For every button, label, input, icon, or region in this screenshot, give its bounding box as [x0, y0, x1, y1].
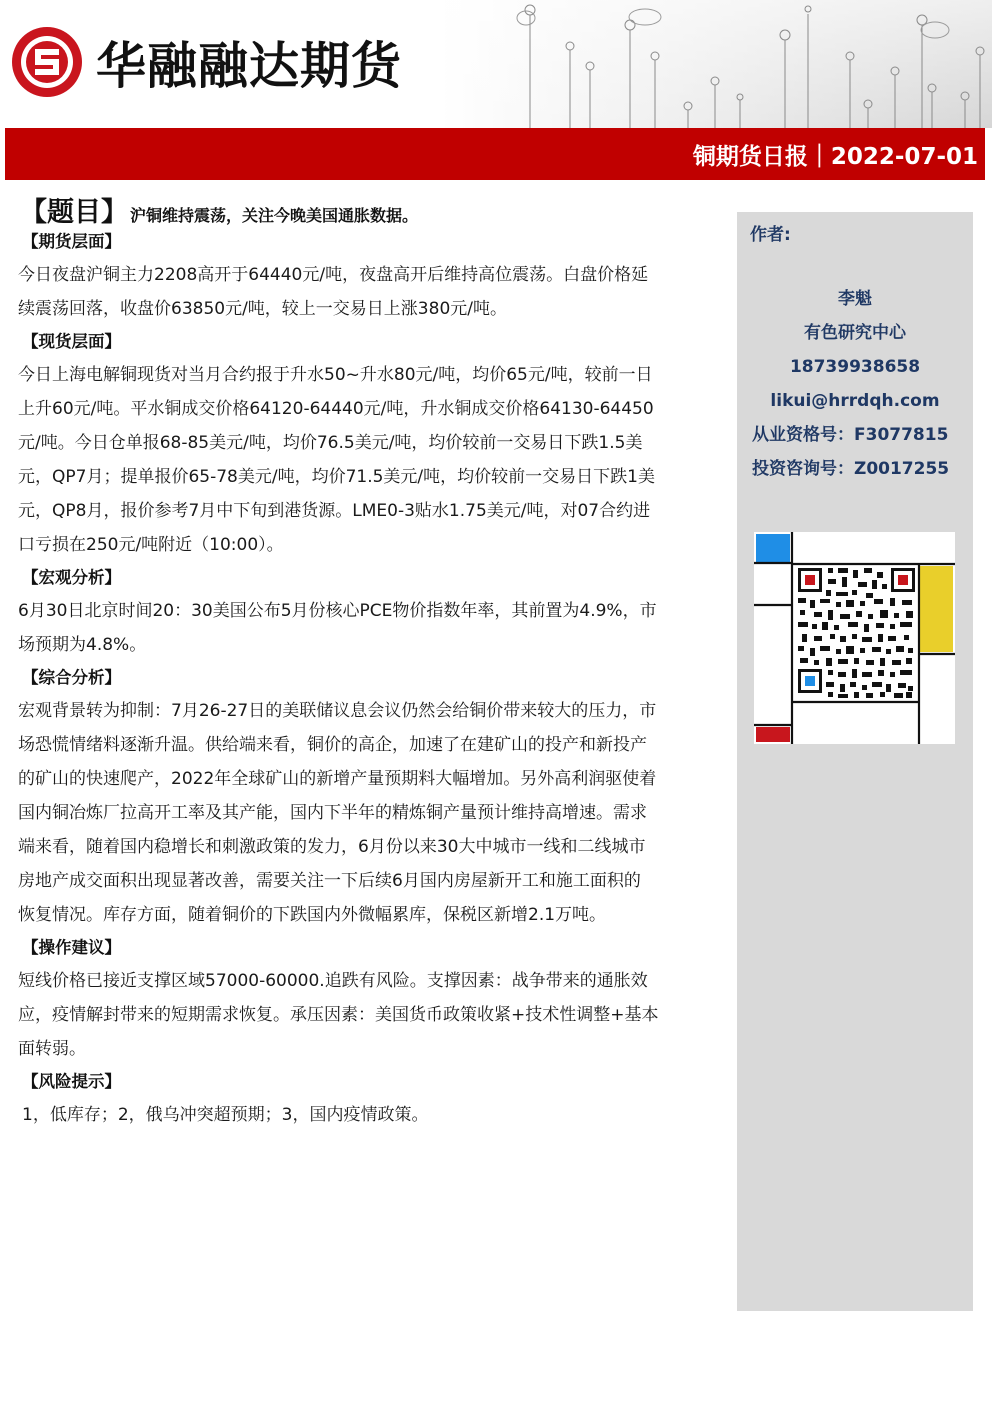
- section-advice: [18, 932, 726, 1066]
- text-line: 国内铜冶炼厂拉高开工率及其产能，国内下半年的精炼铜产量预计维持高增速。需求: [18, 803, 647, 823]
- section-risk: [18, 1066, 726, 1132]
- text-line: 宏观背景转为抑制：7月26-27日的美联储议息会议仍然会给铜价带来较大的压力，市: [18, 701, 657, 721]
- header-decoration: [440, 0, 992, 128]
- text-line: 场恐慌情绪料逐渐升温。供给端来看，铜价的高企，加速了在建矿山的投产和新投产: [18, 735, 647, 755]
- section-paragraph: [18, 258, 726, 326]
- text-line: 场预期为4.8%。: [18, 635, 147, 655]
- report-body: [18, 190, 726, 1132]
- text-line: 短线价格已接近支撑区域57000-60000.追跌有风险。支撑因素：战争带来的通胀效: [18, 971, 648, 991]
- section-heading: 【风险提示】: [22, 1072, 121, 1091]
- text-line: 面转弱。: [18, 1039, 86, 1059]
- section-spot: [18, 326, 726, 562]
- text-line: 房地产成交面积出现显著改善，需要关注一下后续6月国内房屋新开工和施工面积的: [18, 871, 641, 891]
- author-name: 李魁: [838, 289, 872, 309]
- section-paragraph: [18, 694, 726, 932]
- logo: [10, 22, 402, 102]
- report-title: 铜期货日报｜2022-07-01: [692, 144, 978, 170]
- text-line: 恢复情况。库存方面，随着铜价的下跌国内外微幅累库，保税区新增2.1万吨。: [18, 905, 607, 925]
- title-tag: 【题目】: [20, 197, 128, 228]
- section-futures: [18, 226, 726, 326]
- consulting-number: 投资咨询号：Z0017255: [752, 459, 950, 479]
- author-phone: 18739938658: [789, 357, 921, 377]
- section-comprehensive: [18, 662, 726, 932]
- text-line: 续震荡回落，收盘价63850元/吨，较上一交易日上涨380元/吨。: [18, 299, 507, 319]
- section-paragraph: [18, 1098, 726, 1132]
- text-line: 元，QP8月，报价参考7月中下旬到港货源。LME0-3贴水1.75美元/吨，对07合约进: [18, 501, 651, 521]
- section-paragraph: [18, 594, 726, 662]
- brand-name: 华融融达期货: [96, 37, 402, 95]
- qualification-number: 从业资格号：F3077815: [752, 425, 949, 445]
- section-heading: 【综合分析】: [22, 668, 121, 687]
- section-paragraph: [18, 358, 726, 562]
- section-heading: 【宏观分析】: [22, 568, 121, 587]
- author-sidebar: [737, 212, 973, 1311]
- headline-text: 沪铜维持震荡，关注今晚美国通胀数据。: [130, 206, 419, 225]
- author-department: 有色研究中心: [804, 323, 906, 343]
- qr-code-icon: [754, 532, 955, 744]
- section-heading: 【期货层面】: [22, 232, 121, 251]
- section-macro: [18, 562, 726, 662]
- qr-code-panel: [754, 532, 955, 744]
- author-info: [737, 282, 973, 486]
- text-line: 元/吨。今日仓单报68-85美元/吨，均价76.5美元/吨，均价较前一交易日下跌1.5美: [18, 433, 643, 453]
- text-line: 今日夜盘沪铜主力2208高开于64440元/吨，夜盘高开后维持高位震荡。白盘价格延: [18, 265, 649, 285]
- section-paragraph: [18, 964, 726, 1066]
- report-headline: [18, 190, 726, 226]
- company-logo-icon: [10, 25, 84, 99]
- text-line: 元，QP7月；提单报价65-78美元/吨，均价71.5美元/吨，均价较前一交易日下跌1美: [18, 467, 655, 487]
- text-line: 6月30日北京时间20：30美国公布5月份核心PCE物价指数年率，其前置为4.9%，市: [18, 601, 657, 621]
- text-line: 今日上海电解铜现货对当月合约报于升水50~升水80元/吨，均价65元/吨，较前一日: [18, 365, 653, 385]
- author-email: likui@hrrdqh.com: [770, 391, 940, 411]
- text-line: 1，低库存；2，俄乌冲突超预期；3，国内疫情政策。: [22, 1105, 429, 1125]
- text-line: 的矿山的快速爬产，2022年全球矿山的新增产量预期料大幅增加。另外高利润驱使着: [18, 769, 657, 789]
- text-line: 上升60元/吨。平水铜成交价格64120-64440元/吨，升水铜成交价格64130-64450: [18, 399, 654, 419]
- page-header: [0, 0, 992, 180]
- author-label: 作者:: [750, 225, 791, 245]
- text-line: 应，疫情解封带来的短期需求恢复。承压因素：美国货币政策收紧+技术性调整+基本: [18, 1005, 659, 1025]
- section-heading: 【现货层面】: [22, 332, 121, 351]
- text-line: 端来看，随着国内稳增长和刺激政策的发力，6月份以来30大中城市一线和二线城市: [18, 837, 646, 857]
- section-heading: 【操作建议】: [22, 938, 121, 957]
- text-line: 口亏损在250元/吨附近（10:00）。: [18, 535, 284, 555]
